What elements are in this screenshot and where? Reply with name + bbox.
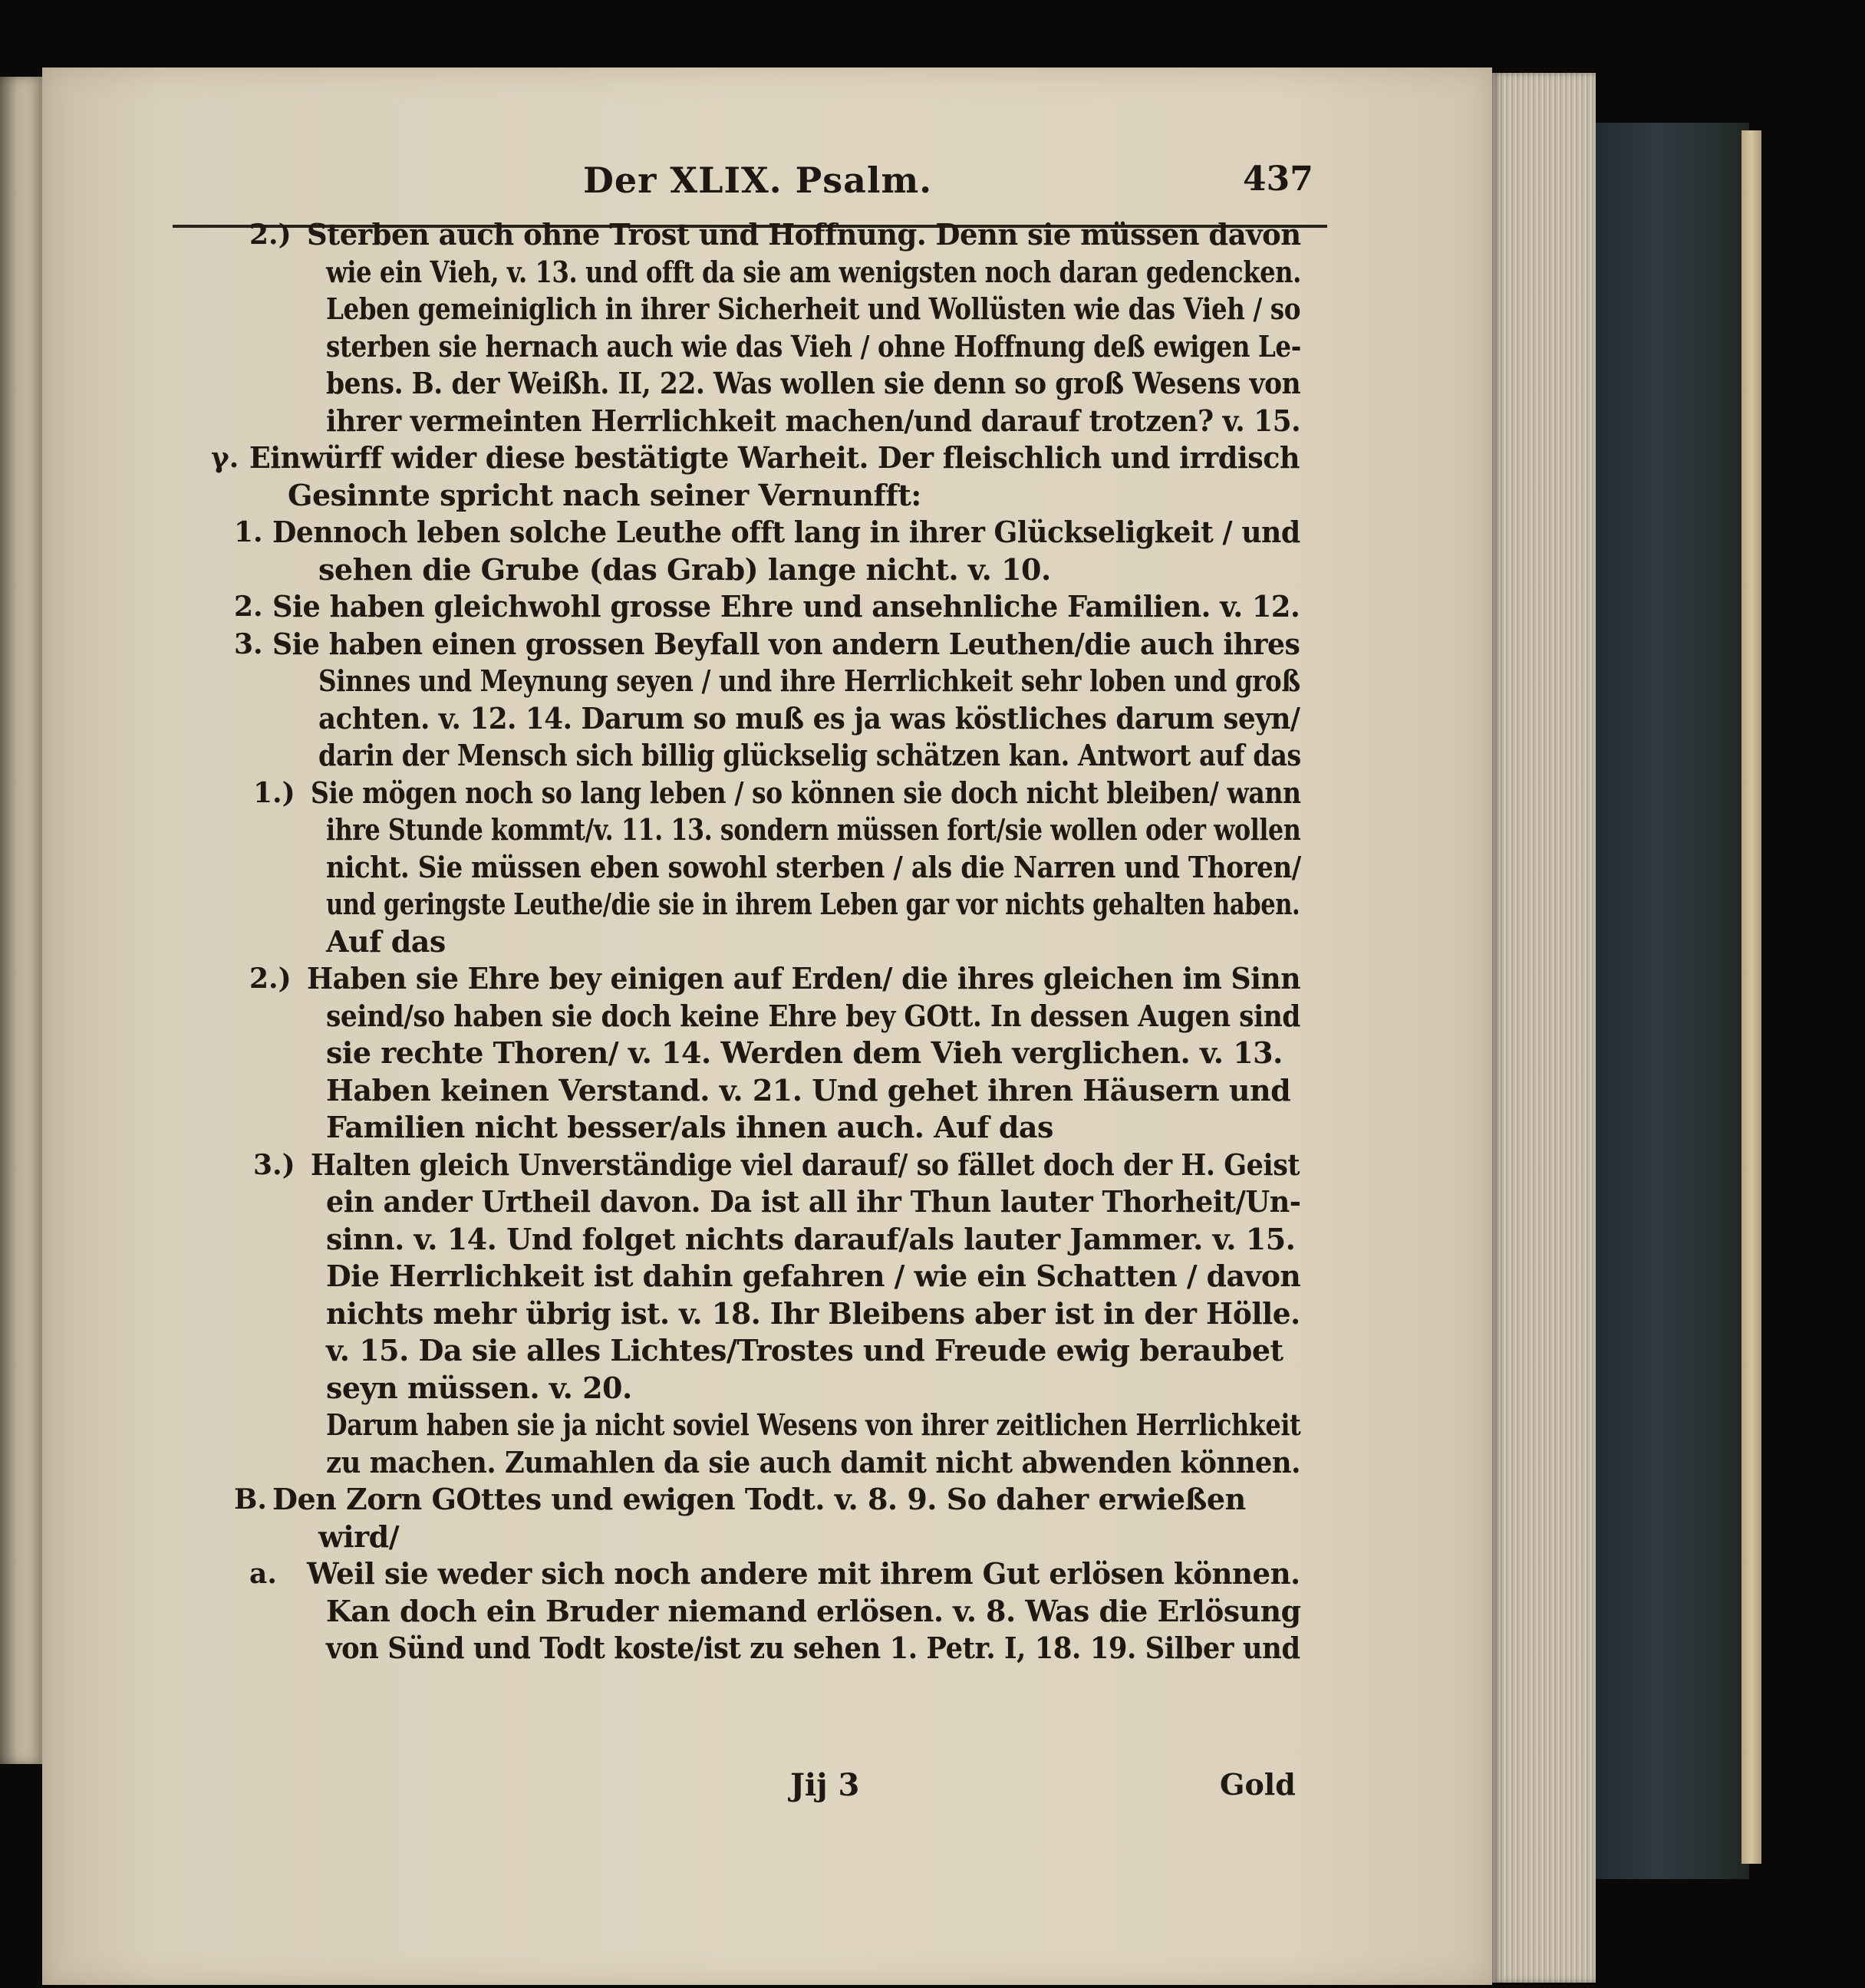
text-line: Darum haben sie ja nicht soviel Wesens von ihrer zeitlichen Herrlichkeit	[326, 1407, 1301, 1442]
text-line: seind/so haben sie doch keine Ehre bey GOtt. In dessen Augen sind	[326, 998, 1300, 1033]
text-line: Halten gleich Unverständige viel darauf/ so fället doch der H. Geist	[311, 1147, 1300, 1182]
page-number: 437	[1243, 160, 1313, 199]
text-line: sinn. v. 14. Und folget nichts darauf/als lauter Jammer. v. 15.	[326, 1221, 1296, 1256]
text-line: seyn müssen. v. 20.	[326, 1370, 632, 1405]
text-line: sehen die Grube (das Grab) lange nicht. v. 10.	[318, 551, 1051, 587]
line-marker: 2.	[234, 591, 263, 623]
text-line: wie ein Vieh, v. 13. und offt da sie am wenigsten noch daran gedencken.	[326, 254, 1301, 289]
line-marker: 2.)	[249, 963, 292, 995]
text-line: darin der Mensch sich billig glückselig schätzen kan. Antwort auf das	[318, 738, 1301, 772]
text-line: ihre Stunde kommt/v. 11. 13. sondern müssen fort/sie wollen oder wollen	[326, 812, 1301, 847]
text-line: Weil sie weder sich noch andere mit ihrem Gut erlösen können.	[307, 1556, 1300, 1591]
book-page	[42, 67, 1492, 1985]
line-marker: 3.	[234, 627, 263, 660]
running-head	[42, 160, 1492, 213]
text-line: sterben sie hernach auch wie das Vieh / ohne Hoffnung deß ewigen Le-	[326, 328, 1301, 364]
text-line: Sie haben einen grossen Beyfall von andern Leuthen/die auch ihres	[272, 626, 1300, 661]
text-line: und geringste Leuthe/die sie in ihrem Leben gar vor nichts gehalten haben.	[326, 887, 1300, 921]
catchword: Gold	[1220, 1767, 1296, 1802]
text-line: nichts mehr übrig ist. v. 18. Ihr Bleibens aber ist in der Hölle.	[326, 1295, 1300, 1331]
left-page-edge	[0, 77, 42, 1764]
text-line: Die Herrlichkeit ist dahin gefahren / wie ein Schatten / davon	[326, 1259, 1301, 1293]
text-line: Dennoch leben solche Leuthe offt lang in ihrer Glückseligkeit / und	[272, 515, 1300, 549]
text-line: Haben sie Ehre bey einigen auf Erden/ die ihres gleichen im Sinn	[307, 961, 1301, 996]
line-marker: 1.)	[253, 776, 295, 809]
text-line: bens. B. der Weißh. II, 22. Was wollen sie denn so groß Wesens von	[326, 366, 1301, 400]
line-marker: B.	[234, 1483, 267, 1516]
text-line: wird/	[318, 1519, 400, 1554]
text-line: Kan doch ein Bruder niemand erlösen. v. 8. Was die Erlösung	[326, 1593, 1301, 1628]
page-block-edge	[1492, 73, 1596, 1983]
text-line: nicht. Sie müssen eben sowohl sterben / als die Narren und Thoren/	[326, 849, 1301, 884]
text-line: zu machen. Zumahlen da sie auch damit nicht abwenden können.	[326, 1444, 1300, 1479]
line-marker: γ.	[211, 442, 239, 474]
text-line: Sie haben gleichwohl grosse Ehre und ansehnliche Familien. v. 12.	[272, 589, 1300, 624]
text-line: Sie mögen noch so lang leben / so können sie doch nicht bleiben/ wann	[311, 775, 1301, 810]
line-marker: 2.)	[249, 219, 292, 251]
line-marker: 3.)	[253, 1148, 295, 1181]
signature-mark: Jij 3	[790, 1767, 860, 1803]
text-line: Einwürff wider diese bestätigte Warheit. Der fleischlich und irrdisch	[249, 440, 1300, 475]
running-head-title: Der XLIX. Psalm.	[583, 160, 933, 201]
text-line: Sterben auch ohne Trost und Hoffnung. Denn sie müssen davon	[307, 217, 1301, 252]
text-line: Sinnes und Meynung seyen / und ihre Herrlichkeit sehr loben und groß	[318, 663, 1300, 698]
book-cover	[1596, 123, 1749, 1879]
text-line: achten. v. 12. 14. Darum so muß es ja was köstliches darum seyn/	[318, 700, 1300, 736]
line-marker: a.	[249, 1558, 277, 1590]
text-line: sie rechte Thoren/ v. 14. Werden dem Vieh verglichen. v. 13.	[326, 1035, 1283, 1070]
text-line: Familien nicht besser/als ihnen auch. Auf das	[326, 1110, 1053, 1144]
text-line: Haben keinen Verstand. v. 21. Und gehet ihren Häusern und	[326, 1072, 1291, 1108]
text-line: Leben gemeiniglich in ihrer Sicherheit und Wollüsten wie das Vieh / so	[326, 291, 1301, 326]
cover-edge	[1741, 130, 1761, 1864]
text-line: ihrer vermeinten Herrlichkeit machen/und darauf trotzen? v. 15.	[326, 403, 1301, 438]
line-marker: 1.	[234, 516, 263, 548]
text-line: Den Zorn GOttes und ewigen Todt. v. 8. 9. So daher erwießen	[272, 1482, 1246, 1516]
text-line: v. 15. Da sie alles Lichtes/Trostes und Freude ewig beraubet	[326, 1333, 1283, 1368]
text-line: Auf das	[326, 923, 446, 959]
text-line: von Sünd und Todt koste/ist zu sehen 1. Petr. I, 18. 19. Silber und	[326, 1631, 1300, 1665]
text-line: Gesinnte spricht nach seiner Vernunfft:	[288, 477, 921, 512]
text-line: ein ander Urtheil davon. Da ist all ihr Thun lauter Thorheit/Un-	[326, 1184, 1301, 1219]
